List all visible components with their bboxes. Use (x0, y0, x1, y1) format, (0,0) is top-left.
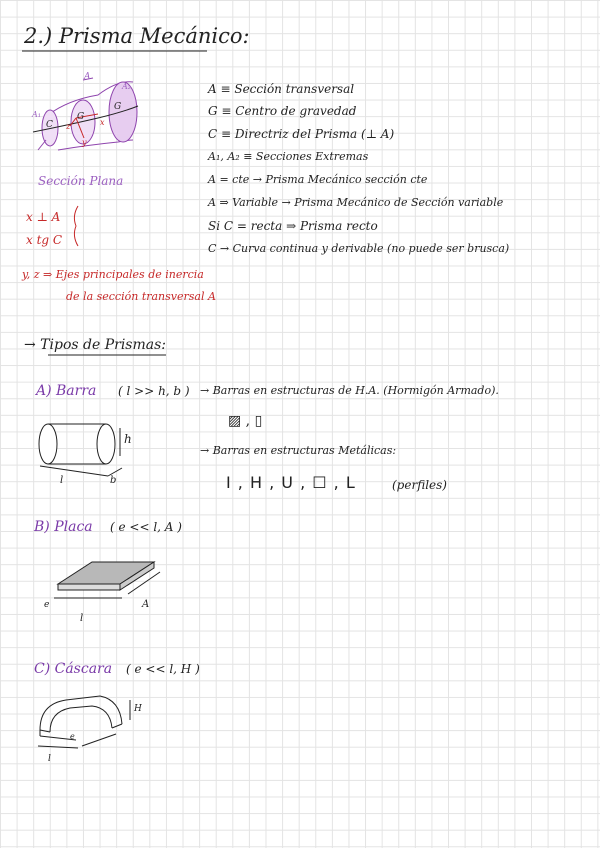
barra-dim-h: h (124, 432, 132, 446)
seccion-plana-label: Sección Plana (38, 174, 124, 188)
cascara-label: C) Cáscara (34, 661, 113, 677)
barra-cylinder-drawing (38, 420, 148, 480)
cascara-dim-e: e (70, 732, 75, 741)
barra-note-metalicas: → Barras en estructuras Metálicas: (200, 444, 397, 457)
placa-dim-A: A (142, 599, 150, 610)
definition-5: A = cte → Prisma Mecánico sección cte (208, 173, 428, 186)
barra-profiles: I , H , U , ☐ , L (226, 473, 356, 492)
barra-dim-l: l (60, 475, 64, 486)
x-condition-perpendicular: x ⊥ A (26, 210, 61, 224)
label-G1: G (77, 112, 85, 122)
placa-dim-l: l (80, 613, 84, 624)
cascara-dim-H: H (134, 704, 142, 714)
placa-label: B) Placa (34, 519, 93, 535)
label-C: C (46, 120, 53, 130)
x-condition-tangent: x tg C (26, 233, 63, 247)
definition-1: A ≡ Sección transversal (208, 82, 355, 96)
definition-7: Si C = recta ⇒ Prisma recto (208, 219, 378, 233)
page-title: 2.) Prisma Mecánico: (24, 24, 250, 48)
label-A2: A₂ (122, 82, 131, 91)
placa-condition: ( e << l, A ) (110, 520, 182, 534)
x-conditions-brace (72, 206, 82, 246)
barra-profiles-note: (perfiles) (392, 478, 447, 492)
label-A: A (84, 72, 91, 82)
definition-2: G ≡ Centro de gravedad (208, 104, 357, 118)
definition-3: C ≡ Directriz del Prisma (⊥ A) (208, 127, 395, 141)
axes-note-line-2: de la sección transversal A (66, 290, 216, 303)
label-A1: A₁ (32, 110, 41, 119)
barra-note-ha: → Barras en estructuras de H.A. (Hormigón Armado). (200, 384, 499, 397)
cascara-dim-l: l (48, 754, 51, 764)
cascara-drawing (36, 690, 146, 760)
label-y: y (82, 138, 87, 147)
barra-condition: ( l >> h, b ) (118, 384, 190, 398)
title-underline (22, 50, 222, 54)
axes-note-line-1: y, z ⇒ Ejes principales de inercia (22, 268, 204, 281)
tipos-underline (48, 354, 178, 358)
cascara-condition: ( e << l, H ) (126, 662, 200, 676)
tipos-heading: → Tipos de Prismas: (24, 337, 167, 353)
placa-dim-e: e (44, 600, 50, 610)
prism-diagram (28, 70, 168, 160)
placa-drawing (44, 560, 164, 630)
barra-label: A) Barra (36, 383, 97, 399)
label-G2: G (114, 102, 122, 112)
definition-6: A ⇒ Variable → Prisma Mecánico de Sección variable (208, 196, 504, 209)
definition-4: A₁, A₂ ≡ Secciones Extremas (208, 150, 369, 163)
definition-8: C → Curva continua y derivable (no puede ser brusca) (208, 242, 510, 255)
barra-section-icons: ▨ , ▯ (228, 413, 263, 429)
label-x: x (100, 118, 105, 127)
label-z: z (66, 122, 71, 131)
barra-dim-b: b (110, 475, 117, 486)
